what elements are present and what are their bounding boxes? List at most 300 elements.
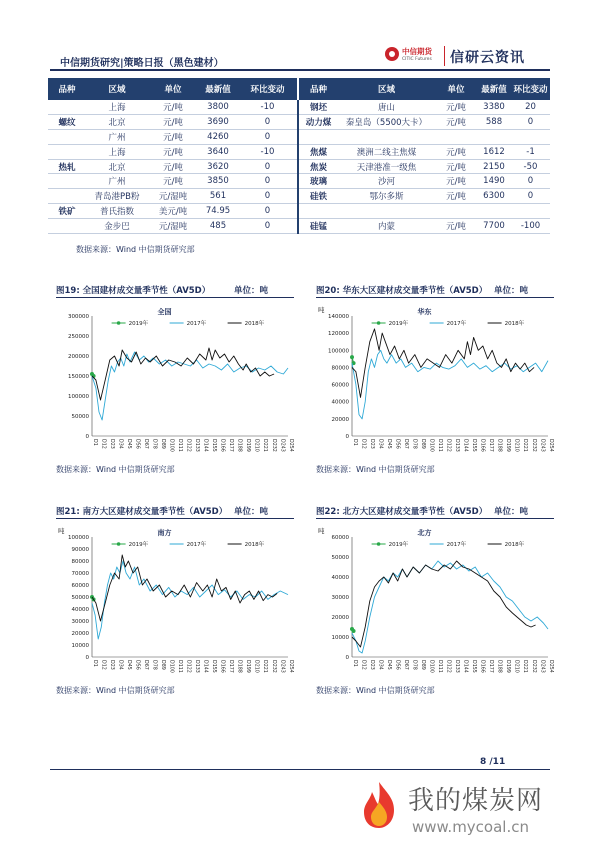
x-tick-label: D12: [100, 439, 106, 449]
figure-caption: 图21: 南方大区建材成交量季节性（AV5D）: [56, 507, 228, 517]
table-header-cell: 最新值: [198, 78, 238, 100]
series-point: [352, 629, 356, 633]
table-cell: 元/吨: [435, 218, 477, 233]
table-cell: 美元/吨: [148, 204, 198, 219]
figure-caption-rule: [316, 518, 554, 519]
x-tick-label: D177: [228, 660, 234, 673]
table-cell: 硅铁: [298, 189, 338, 204]
x-tick-label: D111: [177, 660, 183, 673]
x-tick-label: D34: [117, 660, 123, 670]
table-cell: [511, 204, 550, 219]
table-cell: 20: [511, 100, 550, 115]
y-tick-label: 60000: [331, 382, 349, 389]
line-chart: [56, 523, 294, 683]
y-tick-label: 100000: [68, 394, 89, 400]
table-header-cell: 品种: [48, 78, 86, 100]
table-cell: 0: [238, 174, 298, 189]
table-cell: 1490: [477, 174, 511, 189]
series-line: [352, 329, 534, 398]
x-tick-label: D254: [287, 439, 293, 452]
table-cell: -50: [511, 159, 550, 174]
x-tick-label: D67: [142, 660, 148, 670]
legend-label: 2017年: [186, 321, 207, 327]
x-tick-label: D56: [134, 660, 140, 670]
page-number: 8 /11: [480, 757, 506, 767]
watermark: [356, 778, 595, 842]
table-header-cell: 单位: [148, 78, 198, 100]
table-header-cell: 环比变动: [238, 78, 298, 100]
x-tick-label: D111: [437, 660, 443, 673]
x-tick-label: D89: [419, 660, 425, 670]
x-tick-label: D89: [159, 660, 165, 670]
chart-title: 全国: [157, 308, 172, 316]
table-source: 数据来源：Wind 中信期货研究部: [76, 245, 195, 254]
y-tick-label: 30000: [71, 619, 89, 625]
y-tick-label: 20000: [331, 615, 349, 621]
x-tick-label: D144: [202, 660, 208, 673]
x-tick-label: D111: [177, 439, 183, 452]
x-tick-label: D1: [91, 660, 97, 667]
y-tick-label: 20000: [71, 631, 89, 637]
legend-label: 2018年: [504, 542, 525, 548]
y-tick-label: 0: [345, 434, 349, 440]
chart-title: 南方: [157, 529, 172, 537]
x-tick-label: D210: [513, 660, 519, 673]
table-cell: 元/吨: [148, 159, 198, 174]
y-tick-label: 40000: [331, 399, 349, 406]
x-tick-label: D100: [428, 439, 434, 452]
table-header-cell: 环比变动: [511, 78, 550, 100]
y-tick-label: 70000: [71, 571, 89, 577]
x-tick-label: D221: [522, 439, 528, 452]
table-header-cell: 区域: [338, 78, 435, 100]
y-axis-label: 吨: [318, 306, 325, 314]
x-tick-label: D243: [279, 439, 285, 452]
table-cell: 0: [511, 174, 550, 189]
x-tick-label: D177: [488, 660, 494, 673]
x-tick-label: D45: [385, 439, 391, 449]
table-cell: 0: [511, 115, 550, 130]
table-cell: [298, 204, 338, 219]
table-cell: 元/吨: [435, 144, 477, 159]
table-header-cell: 品种: [298, 78, 338, 100]
x-tick-label: D188: [496, 660, 502, 673]
legend-marker: [377, 321, 381, 325]
series-line: [352, 561, 548, 653]
line-chart: [316, 302, 554, 462]
x-tick-label: D122: [185, 660, 191, 673]
x-tick-label: D34: [117, 439, 123, 449]
figure-source: 数据来源：Wind 中信期货研究部: [316, 465, 435, 474]
x-tick-label: D144: [462, 439, 468, 452]
table-cell: [48, 218, 86, 233]
table-cell: 元/吨: [435, 159, 477, 174]
table-header-row: [48, 78, 550, 100]
logo-cn-text: 中信期货: [402, 47, 432, 56]
table-cell: 0: [238, 204, 298, 219]
table-cell: 元/吨: [148, 130, 198, 145]
x-tick-label: D199: [245, 660, 251, 673]
table-cell: 广州: [86, 174, 148, 189]
y-tick-label: 20000: [331, 416, 349, 423]
table-header-cell: 单位: [435, 78, 477, 100]
table-cell: 澳洲二线主焦煤: [338, 144, 435, 159]
x-tick-label: D254: [547, 439, 553, 452]
series-line: [352, 561, 536, 647]
x-tick-label: D56: [394, 660, 400, 670]
x-tick-label: D1: [351, 660, 357, 667]
y-axis-label: 吨: [58, 527, 65, 535]
x-tick-label: D144: [202, 439, 208, 452]
table-cell: 钢坯: [298, 100, 338, 115]
table-cell: 6300: [477, 189, 511, 204]
legend-label: 2018年: [244, 542, 265, 548]
x-tick-label: D210: [253, 660, 259, 673]
table-cell: 内蒙: [338, 218, 435, 233]
y-tick-label: 150000: [68, 374, 89, 380]
x-tick-label: D188: [236, 439, 242, 452]
figure-source: 数据来源：Wind 中信期货研究部: [56, 465, 175, 474]
y-tick-label: 50000: [331, 555, 349, 561]
table-row: [48, 144, 550, 159]
table-cell: 青岛港PB粉: [86, 189, 148, 204]
table-cell: 北京: [86, 115, 148, 130]
y-tick-label: 140000: [328, 314, 349, 320]
x-tick-label: D243: [279, 660, 285, 673]
legend-marker: [377, 542, 381, 546]
table-row: [48, 204, 550, 219]
y-tick-label: 40000: [71, 607, 89, 613]
table-cell: 天津港准一级焦: [338, 159, 435, 174]
x-tick-label: D78: [411, 660, 417, 670]
x-tick-label: D232: [530, 660, 536, 673]
table-cell: 北京: [86, 159, 148, 174]
citic-futures-logo: [385, 45, 441, 67]
x-tick-label: D221: [522, 660, 528, 673]
table-cell: [338, 204, 435, 219]
y-tick-label: 120000: [328, 331, 349, 338]
legend-label: 2017年: [186, 542, 207, 548]
table-cell: 铁矿: [48, 204, 86, 219]
y-tick-label: 0: [345, 655, 349, 661]
figure-caption: 图22: 北方大区建材成交量季节性（AV5D）: [316, 507, 488, 517]
x-tick-label: D12: [360, 439, 366, 449]
table-cell: 0: [238, 130, 298, 145]
x-tick-label: D133: [194, 660, 200, 673]
x-tick-label: D78: [151, 439, 157, 449]
table-cell: 金步巴: [86, 218, 148, 233]
y-tick-label: 30000: [331, 595, 349, 601]
table-cell: [477, 204, 511, 219]
x-tick-label: D177: [228, 439, 234, 452]
y-tick-label: 80000: [71, 559, 89, 565]
x-tick-label: D166: [479, 439, 485, 452]
x-tick-label: D221: [262, 439, 268, 452]
footer-rule: [50, 769, 550, 770]
table-cell: 元/吨: [435, 189, 477, 204]
series-line: [92, 555, 277, 621]
table-cell: 74.95: [198, 204, 238, 219]
x-tick-label: D199: [505, 660, 511, 673]
legend-label: 2017年: [446, 321, 467, 327]
x-tick-label: D133: [194, 439, 200, 452]
x-tick-label: D67: [142, 439, 148, 449]
line-chart: [56, 302, 294, 462]
series-line: [92, 352, 288, 420]
legend-marker: [117, 542, 121, 546]
x-tick-label: D12: [100, 660, 106, 670]
legend-label: 2017年: [446, 542, 467, 548]
figure-caption-rule: [316, 297, 554, 298]
x-tick-label: D45: [385, 660, 391, 670]
report-title: 中信期货研究|策略日报（黑色建材）: [60, 58, 224, 69]
series-line: [92, 348, 274, 400]
x-tick-label: D67: [402, 439, 408, 449]
table-cell: [48, 174, 86, 189]
x-tick-label: D155: [471, 660, 477, 673]
table-cell: [48, 130, 86, 145]
figure-unit-label: 单位：吨: [494, 286, 529, 296]
price-table: [48, 78, 550, 234]
chart-title: 华东: [417, 308, 432, 316]
chart-title: 北方: [417, 529, 432, 537]
table-cell: [48, 144, 86, 159]
table-cell: 焦炭: [298, 159, 338, 174]
x-tick-label: D78: [151, 660, 157, 670]
x-tick-label: D155: [211, 439, 217, 452]
table-cell: 秦皇岛（5500大卡）: [338, 115, 435, 130]
watermark-url: www.mycoal.cn: [412, 818, 529, 836]
table-cell: 上海: [86, 100, 148, 115]
table-cell: 3640: [198, 144, 238, 159]
x-tick-label: D188: [496, 439, 502, 452]
table-cell: 元/吨: [148, 115, 198, 130]
table-cell: 元/吨: [148, 144, 198, 159]
line-chart: [316, 523, 554, 683]
legend-label: 2019年: [388, 542, 409, 548]
header-separator: [444, 46, 445, 66]
y-tick-label: 60000: [331, 535, 349, 541]
table-cell: 0: [511, 189, 550, 204]
x-tick-label: D232: [530, 439, 536, 452]
legend-label: 2018年: [244, 321, 265, 327]
x-tick-label: D34: [377, 660, 383, 670]
table-cell: 硅锰: [298, 218, 338, 233]
table-cell: 3800: [198, 100, 238, 115]
table-cell: 元/吨: [435, 100, 477, 115]
y-tick-label: 60000: [71, 583, 89, 589]
table-cell: [48, 100, 86, 115]
figure-caption-rule: [56, 518, 294, 519]
table-cell: 3620: [198, 159, 238, 174]
table-cell: [298, 130, 338, 145]
table-cell: [338, 130, 435, 145]
table-cell: 1612: [477, 144, 511, 159]
table-cell: 广州: [86, 130, 148, 145]
table-cell: -10: [238, 144, 298, 159]
figure-caption: 图20: 华东大区建材成交量季节性（AV5D）: [316, 286, 488, 296]
table-header-cell: 最新值: [477, 78, 511, 100]
x-tick-label: D133: [454, 439, 460, 452]
table-cell: 2150: [477, 159, 511, 174]
x-tick-label: D188: [236, 660, 242, 673]
x-tick-label: D23: [368, 439, 374, 449]
y-tick-label: 10000: [71, 643, 89, 649]
table-cell: 4260: [198, 130, 238, 145]
series-line: [92, 561, 288, 639]
table-cell: 元/吨: [148, 174, 198, 189]
x-tick-label: D199: [245, 439, 251, 452]
figure-unit-label: 单位：吨: [234, 507, 269, 517]
x-tick-label: D89: [419, 439, 425, 449]
table-cell: 7700: [477, 218, 511, 233]
table-cell: 元/湿吨: [148, 218, 198, 233]
table-cell: 588: [477, 115, 511, 130]
x-tick-label: D122: [445, 439, 451, 452]
table-cell: [435, 130, 477, 145]
table-cell: 0: [238, 189, 298, 204]
table-cell: 3690: [198, 115, 238, 130]
x-tick-label: D100: [428, 660, 434, 673]
table-row: [48, 115, 550, 130]
y-tick-label: 10000: [331, 635, 349, 641]
table-cell: 热轧: [48, 159, 86, 174]
x-tick-label: D199: [505, 439, 511, 452]
x-tick-label: D122: [185, 439, 191, 452]
series-point: [350, 355, 354, 359]
x-tick-label: D166: [479, 660, 485, 673]
table-cell: -100: [511, 218, 550, 233]
x-tick-label: D210: [253, 439, 259, 452]
x-tick-label: D254: [547, 660, 553, 673]
x-tick-label: D100: [168, 660, 174, 673]
legend-label: 2019年: [128, 321, 149, 327]
x-tick-label: D133: [454, 660, 460, 673]
header-rule: [50, 69, 550, 71]
x-tick-label: D144: [462, 660, 468, 673]
table-cell: 3380: [477, 100, 511, 115]
x-tick-label: D23: [108, 660, 114, 670]
logo-en-text: CITIC Futures: [402, 57, 432, 62]
x-tick-label: D1: [351, 439, 357, 446]
y-tick-label: 50000: [71, 595, 89, 601]
y-axis-label: 吨: [318, 527, 325, 535]
table-cell: 唐山: [338, 100, 435, 115]
y-tick-label: 200000: [68, 354, 89, 360]
x-tick-label: D232: [270, 660, 276, 673]
x-tick-label: D122: [445, 660, 451, 673]
table-cell: 普氏指数: [86, 204, 148, 219]
legend-marker: [117, 321, 121, 325]
table-row: [48, 100, 550, 115]
x-tick-label: D232: [270, 439, 276, 452]
y-tick-label: 0: [85, 655, 89, 661]
x-tick-label: D210: [513, 439, 519, 452]
x-tick-label: D89: [159, 439, 165, 449]
x-tick-label: D78: [411, 439, 417, 449]
x-tick-label: D100: [168, 439, 174, 452]
x-tick-label: D111: [437, 439, 443, 452]
table-cell: 561: [198, 189, 238, 204]
citic-logo-icon: [385, 47, 399, 61]
y-tick-label: 100000: [68, 535, 89, 541]
y-tick-label: 90000: [71, 547, 89, 553]
figure-unit-label: 单位：吨: [494, 507, 529, 517]
table-row: [48, 218, 550, 233]
legend-label: 2019年: [388, 321, 409, 327]
table-cell: 动力煤: [298, 115, 338, 130]
table-cell: 0: [238, 218, 298, 233]
x-tick-label: D56: [134, 439, 140, 449]
table-cell: 0: [238, 159, 298, 174]
table-row: [48, 130, 550, 145]
table-cell: 鄂尔多斯: [338, 189, 435, 204]
legend-label: 2018年: [504, 321, 525, 327]
table-cell: -1: [511, 144, 550, 159]
table-cell: 上海: [86, 144, 148, 159]
legend-label: 2019年: [128, 542, 149, 548]
table-cell: 0: [238, 115, 298, 130]
table-cell: 元/吨: [435, 115, 477, 130]
x-tick-label: D34: [377, 439, 383, 449]
flame-logo-icon: [356, 780, 402, 830]
x-tick-label: D45: [125, 439, 131, 449]
table-cell: [435, 204, 477, 219]
x-tick-label: D221: [262, 660, 268, 673]
x-tick-label: D23: [368, 660, 374, 670]
x-tick-label: D56: [394, 439, 400, 449]
table-cell: 485: [198, 218, 238, 233]
x-tick-label: D166: [219, 439, 225, 452]
x-tick-label: D23: [108, 439, 114, 449]
figure-caption-rule: [56, 297, 294, 298]
table-row: [48, 174, 550, 189]
figure-source: 数据来源：Wind 中信期货研究部: [316, 686, 435, 695]
figure-source: 数据来源：Wind 中信期货研究部: [56, 686, 175, 695]
table-cell: 元/吨: [148, 100, 198, 115]
table-header-cell: 区域: [86, 78, 148, 100]
table-cell: [511, 130, 550, 145]
x-tick-label: D177: [488, 439, 494, 452]
x-tick-label: D243: [539, 439, 545, 452]
y-tick-label: 250000: [68, 334, 89, 340]
watermark-title: 我的煤炭网: [408, 786, 544, 816]
x-tick-label: D45: [125, 660, 131, 670]
brand-name: 信研云资讯: [450, 50, 525, 66]
y-tick-label: 100000: [328, 348, 349, 355]
y-tick-label: 50000: [71, 414, 89, 420]
table-cell: 玻璃: [298, 174, 338, 189]
table-cell: 焦煤: [298, 144, 338, 159]
x-tick-label: D254: [287, 660, 293, 673]
x-tick-label: D1: [91, 439, 97, 446]
table-cell: [477, 130, 511, 145]
table-row: [48, 159, 550, 174]
figure-caption: 图19: 全国建材成交量季节性（AV5D）: [56, 286, 211, 296]
y-tick-label: 0: [85, 434, 89, 440]
table-cell: [48, 189, 86, 204]
table-cell: 元/湿吨: [148, 189, 198, 204]
x-tick-label: D155: [211, 660, 217, 673]
table-cell: 沙河: [338, 174, 435, 189]
x-tick-label: D12: [360, 660, 366, 670]
x-tick-label: D166: [219, 660, 225, 673]
y-tick-label: 80000: [331, 365, 349, 372]
x-tick-label: D155: [471, 439, 477, 452]
table-cell: 螺纹: [48, 115, 86, 130]
y-tick-label: 40000: [331, 575, 349, 581]
table-cell: -10: [238, 100, 298, 115]
